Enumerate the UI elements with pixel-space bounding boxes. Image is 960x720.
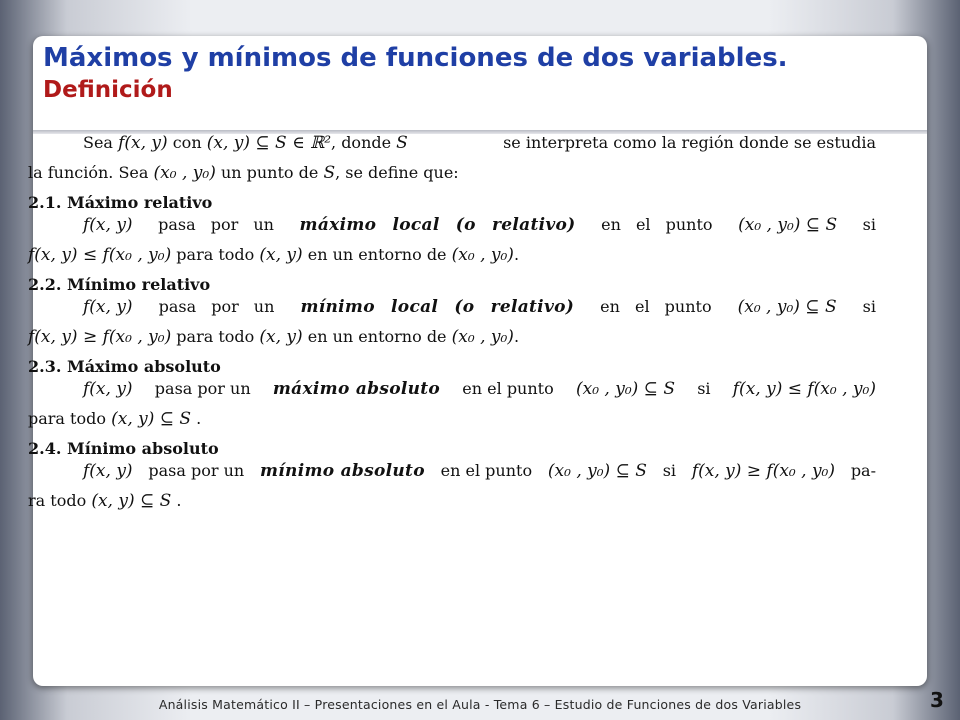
s4-line-1: f(x, y) pasa por un mínimo absoluto en el punto (x₀ , y₀) ⊆ S si f(x, y) ≥ f(x₀ , y₀) pa- bbox=[83, 461, 876, 481]
section-heading-min-absolute: 2.4. Mínimo absoluto bbox=[28, 439, 219, 458]
title-line-1: Máximos y mínimos de funciones de dos variables. bbox=[43, 43, 788, 73]
intro-text-2: se interpreta como la región donde se estudia bbox=[503, 133, 876, 152]
s1-line-2: f(x, y) ≤ f(x₀ , y₀) para todo (x, y) en un entorno de (x₀ , y₀). bbox=[28, 245, 520, 265]
section-heading-max-absolute: 2.3. Máximo absoluto bbox=[28, 357, 221, 376]
s2-line-2: f(x, y) ≥ f(x₀ , y₀) para todo (x, y) en un entorno de (x₀ , y₀). bbox=[28, 327, 520, 347]
slide-footer: Análisis Matemático II – Presentaciones en el Aula - Tema 6 – Estudio de Funciones de dos Variables bbox=[158, 697, 802, 712]
title-line-2: Definición bbox=[43, 77, 173, 103]
page-number: 3 bbox=[930, 688, 944, 712]
intro-line-1 bbox=[28, 132, 876, 154]
s4-line-2: ra todo (x, y) ⊆ S . bbox=[28, 491, 182, 511]
section-heading-max-relative: 2.1. Máximo relativo bbox=[28, 193, 213, 212]
intro-text: Sea f(x, y) con (x, y) ⊆ S ∈ ℝ², donde S bbox=[83, 133, 408, 153]
s3-line-1: f(x, y) pasa por un máximo absoluto en el punto (x₀ , y₀) ⊆ S si f(x, y) ≤ f(x₀ , y₀) bbox=[83, 379, 876, 399]
section-heading-min-relative: 2.2. Mínimo relativo bbox=[28, 275, 211, 294]
s3-line-2: para todo (x, y) ⊆ S . bbox=[28, 409, 202, 429]
intro-line-2: la función. Sea (x₀ , y₀) un punto de S, se define que: bbox=[28, 163, 459, 183]
definition-content bbox=[28, 132, 876, 512]
s2-line-1: f(x, y) pasa por un mínimo local (o relativo) en el punto (x₀ , y₀) ⊆ S si bbox=[83, 297, 876, 317]
s1-line-1: f(x, y) pasa por un máximo local (o relativo) en el punto (x₀ , y₀) ⊆ S si bbox=[83, 215, 876, 235]
slide-title bbox=[43, 42, 913, 105]
